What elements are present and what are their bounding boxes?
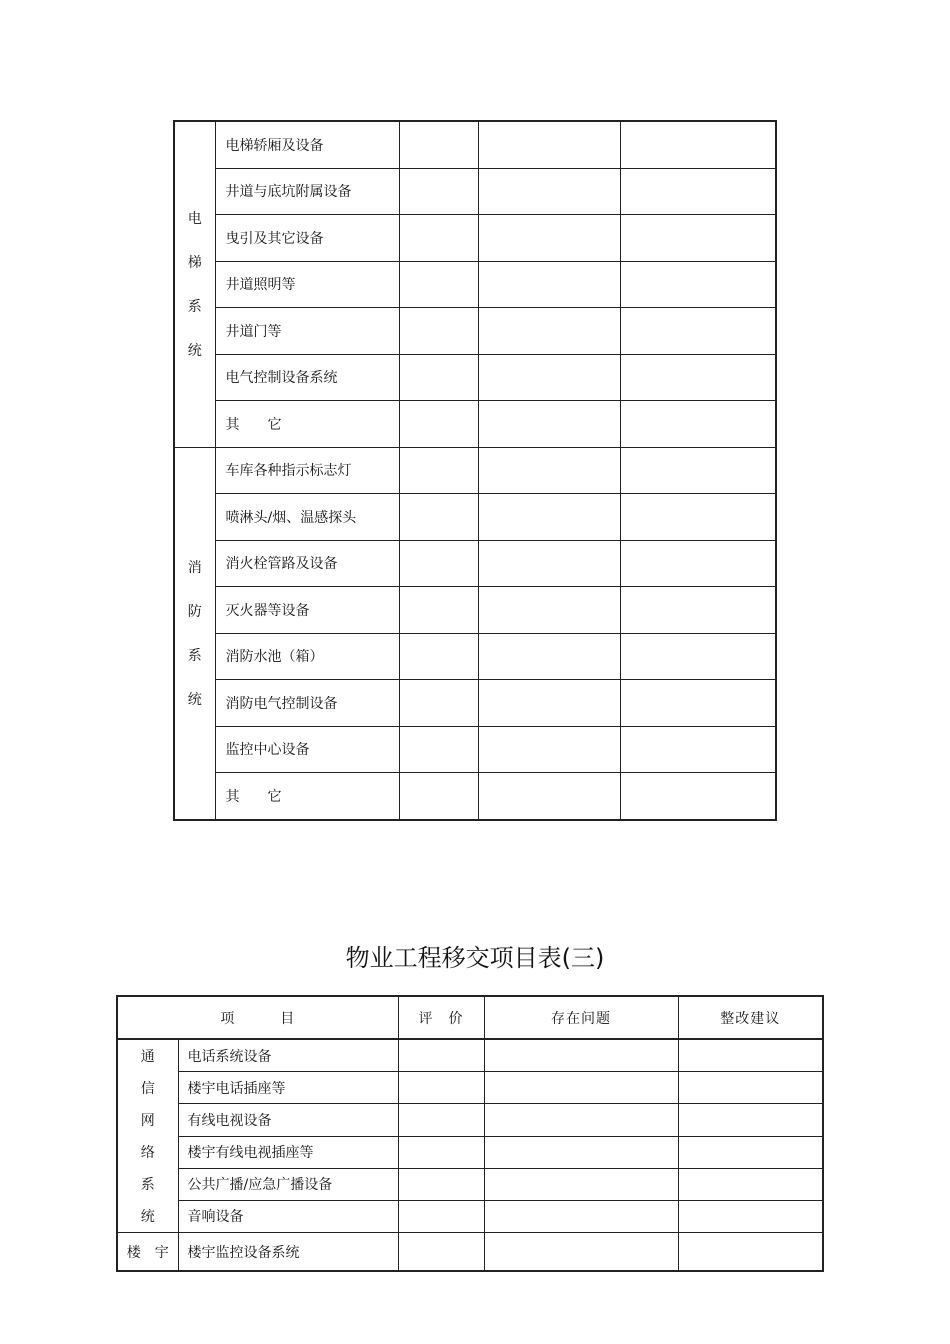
issue-cell[interactable] [478, 587, 620, 634]
issue-cell[interactable] [478, 773, 620, 820]
category-char: 络 [140, 1145, 155, 1161]
item-label: 监控中心设备 [215, 726, 399, 773]
table-row [117, 1200, 823, 1232]
suggestion-cell[interactable] [620, 726, 776, 773]
evaluation-cell[interactable] [399, 680, 478, 727]
table-row [174, 680, 776, 727]
category-char: 梯 [187, 255, 202, 272]
evaluation-cell[interactable] [399, 447, 478, 494]
table-row [174, 726, 776, 773]
issue-cell[interactable] [484, 1233, 678, 1272]
suggestion-cell[interactable] [678, 1039, 823, 1072]
evaluation-cell[interactable] [398, 1233, 484, 1272]
category-char: 统 [187, 692, 202, 708]
suggestion-cell[interactable] [620, 540, 776, 587]
item-label: 井道与底坑附属设备 [215, 168, 399, 215]
table-row [174, 633, 776, 680]
suggestion-cell[interactable] [620, 680, 776, 727]
suggestion-cell[interactable] [678, 1168, 823, 1200]
suggestion-cell[interactable] [620, 401, 776, 448]
issue-cell[interactable] [478, 308, 620, 355]
evaluation-cell[interactable] [398, 1072, 484, 1104]
table-row [117, 1072, 823, 1104]
evaluation-cell[interactable] [399, 540, 478, 587]
category-char: 系 [140, 1177, 155, 1193]
category-network-system [117, 1039, 178, 1233]
suggestion-cell[interactable] [620, 587, 776, 634]
table-row [117, 1233, 823, 1272]
evaluation-cell[interactable] [398, 1104, 484, 1136]
issue-cell[interactable] [478, 680, 620, 727]
issue-cell[interactable] [484, 1200, 678, 1232]
item-label: 喷淋头/烟、温感探头 [215, 494, 399, 541]
category-char: 消 [187, 560, 202, 576]
evaluation-cell[interactable] [399, 587, 478, 634]
suggestion-cell[interactable] [620, 308, 776, 355]
table-row [117, 1168, 823, 1200]
suggestion-cell[interactable] [620, 261, 776, 308]
issue-cell[interactable] [478, 633, 620, 680]
table-row [174, 494, 776, 541]
issue-cell[interactable] [478, 447, 620, 494]
category-char: 统 [140, 1209, 155, 1225]
issue-cell[interactable] [484, 1104, 678, 1136]
evaluation-cell[interactable] [398, 1168, 484, 1200]
item-label: 车库各种指示标志灯 [215, 447, 399, 494]
table-row [174, 121, 776, 168]
issue-cell[interactable] [478, 121, 620, 168]
issue-cell[interactable] [478, 261, 620, 308]
item-label: 消火栓管路及设备 [215, 540, 399, 587]
issue-cell[interactable] [478, 354, 620, 401]
item-label: 井道照明等 [215, 261, 399, 308]
category-char: 通 [140, 1049, 155, 1065]
suggestion-cell[interactable] [678, 1233, 823, 1272]
suggestion-cell[interactable] [678, 1072, 823, 1104]
item-label: 电话系统设备 [178, 1039, 398, 1072]
issue-cell[interactable] [484, 1168, 678, 1200]
item-label: 楼宇监控设备系统 [178, 1233, 398, 1272]
evaluation-cell[interactable] [398, 1200, 484, 1232]
table-row [174, 168, 776, 215]
issue-cell[interactable] [478, 168, 620, 215]
item-label: 井道门等 [215, 308, 399, 355]
communication-system-table [116, 995, 824, 1272]
table-row [117, 1039, 823, 1072]
item-label: 楼宇电话插座等 [178, 1072, 398, 1104]
evaluation-cell[interactable] [399, 121, 478, 168]
table-row [174, 261, 776, 308]
table-row [174, 215, 776, 262]
issue-cell[interactable] [484, 1039, 678, 1072]
header-suggestions: 整改建议 [678, 996, 823, 1039]
evaluation-cell[interactable] [398, 1039, 484, 1072]
table-row [174, 308, 776, 355]
issue-cell[interactable] [478, 540, 620, 587]
table-row [174, 587, 776, 634]
suggestion-cell[interactable] [678, 1104, 823, 1136]
item-label: 电气控制设备系统 [215, 354, 399, 401]
header-row [117, 996, 823, 1039]
category-char: 信 [140, 1081, 155, 1097]
table-row [174, 540, 776, 587]
category-elevator-system [174, 121, 215, 447]
item-label: 音响设备 [178, 1200, 398, 1232]
category-char: 系 [187, 299, 202, 316]
evaluation-cell[interactable] [399, 633, 478, 680]
evaluation-cell[interactable] [399, 773, 478, 820]
item-label: 其 它 [215, 401, 399, 448]
evaluation-cell[interactable] [399, 215, 478, 262]
evaluation-cell[interactable] [399, 494, 478, 541]
suggestion-cell[interactable] [620, 633, 776, 680]
item-label: 消防水池（箱） [215, 633, 399, 680]
category-char: 网 [140, 1113, 155, 1129]
issue-cell[interactable] [478, 494, 620, 541]
evaluation-cell[interactable] [399, 354, 478, 401]
category-char: 防 [187, 604, 202, 620]
category-char: 统 [187, 343, 202, 360]
evaluation-cell[interactable] [399, 726, 478, 773]
table-row [174, 447, 776, 494]
item-label: 电梯轿厢及设备 [215, 121, 399, 168]
category-building: 楼 宇 [117, 1233, 178, 1272]
issue-cell[interactable] [484, 1136, 678, 1168]
issue-cell[interactable] [484, 1072, 678, 1104]
item-label: 公共广播/应急广播设备 [178, 1168, 398, 1200]
suggestion-cell[interactable] [620, 121, 776, 168]
item-label: 曳引及其它设备 [215, 215, 399, 262]
evaluation-cell[interactable] [399, 401, 478, 448]
issue-cell[interactable] [478, 215, 620, 262]
category-char: 电 [187, 211, 202, 228]
category-fire-system [174, 447, 215, 820]
category-char: 系 [187, 648, 202, 664]
suggestion-cell[interactable] [678, 1136, 823, 1168]
elevator-fire-system-table [173, 120, 777, 821]
suggestion-cell[interactable] [620, 773, 776, 820]
item-label: 消防电气控制设备 [215, 680, 399, 727]
table-row [117, 1136, 823, 1168]
header-item: 项 目 [117, 996, 398, 1039]
suggestion-cell[interactable] [620, 494, 776, 541]
item-label: 楼宇有线电视插座等 [178, 1136, 398, 1168]
table-row [174, 354, 776, 401]
suggestion-cell[interactable] [620, 168, 776, 215]
item-label: 有线电视设备 [178, 1104, 398, 1136]
item-label: 灭火器等设备 [215, 587, 399, 634]
page-title: 物业工程移交项目表(三) [345, 944, 605, 972]
suggestion-cell[interactable] [678, 1200, 823, 1232]
evaluation-cell[interactable] [398, 1136, 484, 1168]
table-row [174, 401, 776, 448]
suggestion-cell[interactable] [620, 354, 776, 401]
evaluation-cell[interactable] [399, 308, 478, 355]
suggestion-cell[interactable] [620, 215, 776, 262]
evaluation-cell[interactable] [399, 261, 478, 308]
issue-cell[interactable] [478, 726, 620, 773]
suggestion-cell[interactable] [620, 447, 776, 494]
item-label: 其 它 [215, 773, 399, 820]
evaluation-cell[interactable] [399, 168, 478, 215]
header-issues: 存在问题 [484, 996, 678, 1039]
table-row [117, 1104, 823, 1136]
header-evaluation: 评 价 [398, 996, 484, 1039]
issue-cell[interactable] [478, 401, 620, 448]
table-row [174, 773, 776, 820]
